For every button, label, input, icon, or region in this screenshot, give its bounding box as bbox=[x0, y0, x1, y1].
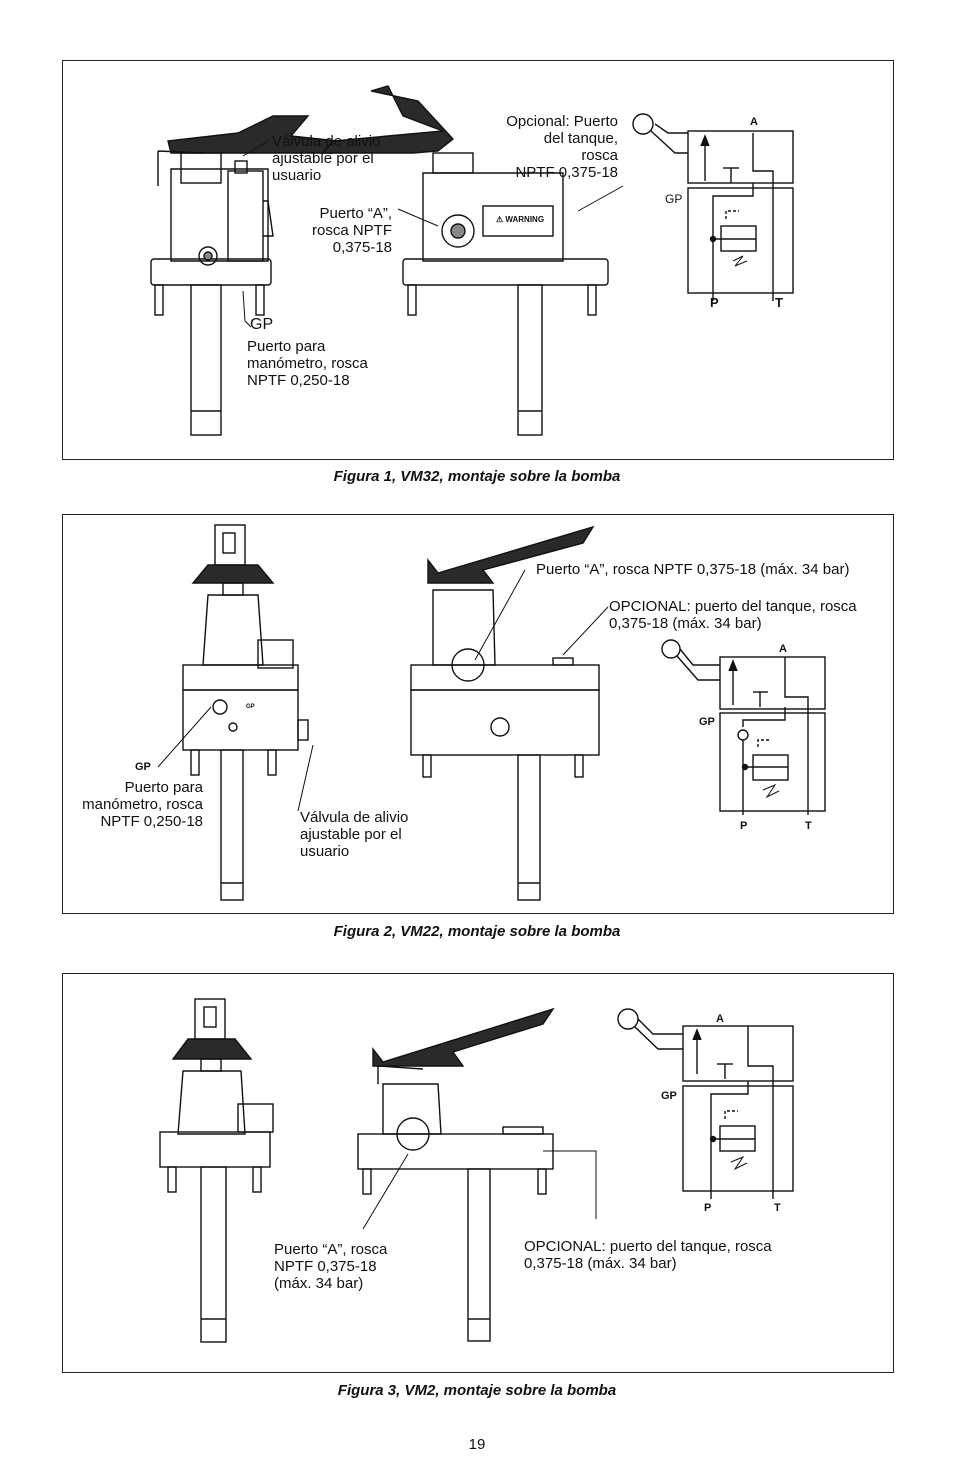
fig1-relief-label: Válvula de alivio ajustable por el usuario bbox=[272, 133, 381, 184]
fig2-port-a-label: Puerto “A”, rosca NPTF 0,375-18 (máx. 34 bar) bbox=[536, 561, 850, 578]
fig2-gp-label: GP bbox=[135, 761, 151, 773]
figure-3-frame bbox=[62, 973, 894, 1373]
fig2-schematic-gp: GP bbox=[699, 716, 715, 728]
schematic-2 bbox=[662, 640, 825, 815]
fig1-schematic-p: P bbox=[710, 295, 719, 310]
schematic-3 bbox=[618, 1009, 793, 1199]
figure-2-caption: Figura 2, VM22, montaje sobre la bomba bbox=[333, 923, 621, 940]
fig2-gauge-label: Puerto para manómetro, rosca NPTF 0,250-18 bbox=[82, 779, 203, 830]
fig1-gp-label: GP bbox=[250, 316, 274, 333]
page-number: 19 bbox=[468, 1436, 486, 1453]
figure-3-drawing bbox=[63, 974, 895, 1374]
fig2-relief-label: Válvula de alivio ajustable por el usuario bbox=[300, 809, 409, 860]
fig2-gp-small: GP bbox=[246, 704, 255, 710]
fig3-schematic-t: T bbox=[774, 1202, 781, 1214]
fig1-schematic-t: T bbox=[775, 295, 783, 310]
figure-3-caption: Figura 3, VM2, montaje sobre la bomba bbox=[337, 1382, 617, 1399]
fig2-tank-label: OPCIONAL: puerto del tanque, rosca 0,375-18 (máx. 34 bar) bbox=[609, 598, 857, 632]
fig3-port-a-label: Puerto “A”, rosca NPTF 0,375-18 (máx. 34 bar) bbox=[274, 1241, 388, 1292]
vm2-side-view bbox=[160, 999, 273, 1342]
fig1-schematic-a: A bbox=[750, 116, 758, 128]
vm22-side-view bbox=[183, 525, 308, 900]
fig2-schematic-p: P bbox=[740, 820, 748, 832]
schematic-1 bbox=[633, 114, 793, 301]
fig3-schematic-a: A bbox=[716, 1013, 724, 1025]
fig2-schematic-a: A bbox=[779, 643, 787, 655]
fig1-schematic-gp: GP bbox=[665, 192, 683, 206]
fig3-schematic-p: P bbox=[704, 1202, 712, 1214]
fig1-port-a-label: Puerto “A”, rosca NPTF 0,375-18 bbox=[311, 205, 392, 256]
fig1-tank-label: Opcional: Puerto del tanque, rosca NPTF 0,375-18 bbox=[506, 113, 618, 181]
fig3-tank-label: OPCIONAL: puerto del tanque, rosca 0,375-18 (máx. 34 bar) bbox=[524, 1238, 772, 1272]
fig1-warning-plate: ⚠ WARNING bbox=[496, 215, 545, 224]
vm22-front-view bbox=[411, 527, 599, 900]
fig1-gauge-label: Puerto para manómetro, rosca NPTF 0,250-18 bbox=[247, 338, 368, 389]
figure-1-caption: Figura 1, VM32, montaje sobre la bomba bbox=[333, 468, 621, 485]
fig2-schematic-t: T bbox=[805, 820, 812, 832]
fig3-schematic-gp: GP bbox=[661, 1090, 677, 1102]
